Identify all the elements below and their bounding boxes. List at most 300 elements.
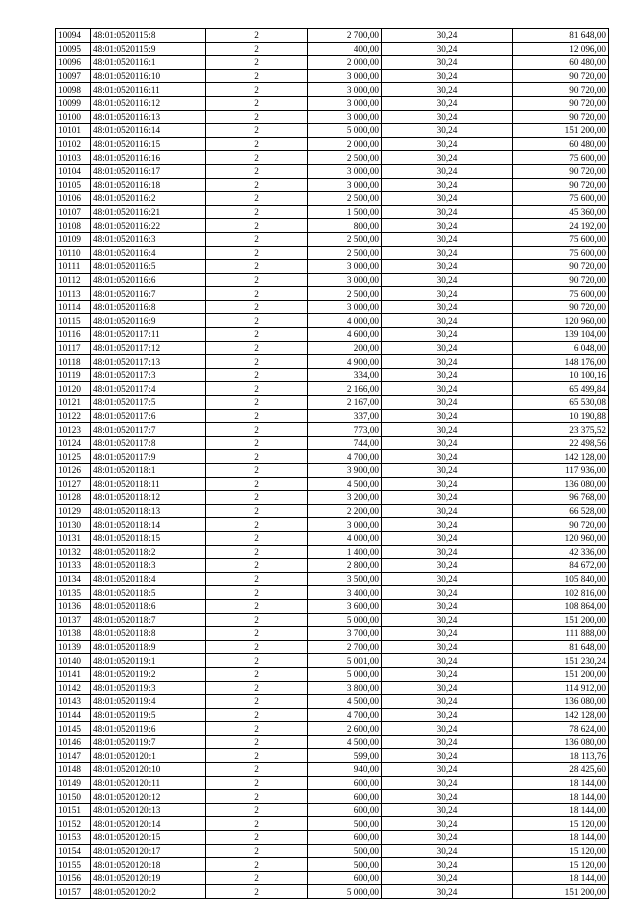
row-number-cell: 10137 bbox=[56, 613, 91, 627]
cadastral-number-cell: 48:01:0520116:2 bbox=[91, 192, 206, 206]
row-number-cell: 10152 bbox=[56, 817, 91, 831]
rate-value-cell: 30,24 bbox=[382, 328, 513, 342]
table-row bbox=[56, 164, 609, 178]
table-row bbox=[56, 42, 609, 56]
area-value-cell: 2 700,00 bbox=[308, 640, 382, 654]
cadastral-number-cell: 48:01:0520118:12 bbox=[91, 491, 206, 505]
table-row bbox=[56, 110, 609, 124]
cadastral-number-cell: 48:01:0520119:3 bbox=[91, 681, 206, 695]
area-value-cell: 3 000,00 bbox=[308, 110, 382, 124]
amount-value-cell: 142 128,00 bbox=[513, 708, 609, 722]
category-code-cell: 2 bbox=[206, 885, 308, 899]
row-number-cell: 10098 bbox=[56, 83, 91, 97]
area-value-cell: 337,00 bbox=[308, 409, 382, 423]
rate-value-cell: 30,24 bbox=[382, 137, 513, 151]
category-code-cell: 2 bbox=[206, 232, 308, 246]
amount-value-cell: 90 720,00 bbox=[513, 300, 609, 314]
amount-value-cell: 84 672,00 bbox=[513, 559, 609, 573]
row-number-cell: 10153 bbox=[56, 831, 91, 845]
amount-value-cell: 114 912,00 bbox=[513, 681, 609, 695]
category-code-cell: 2 bbox=[206, 42, 308, 56]
cadastral-number-cell: 48:01:0520118:3 bbox=[91, 559, 206, 573]
cadastral-number-cell: 48:01:0520116:13 bbox=[91, 110, 206, 124]
rate-value-cell: 30,24 bbox=[382, 763, 513, 777]
table-row bbox=[56, 871, 609, 885]
area-value-cell: 3 200,00 bbox=[308, 491, 382, 505]
area-value-cell: 4 000,00 bbox=[308, 531, 382, 545]
category-code-cell: 2 bbox=[206, 831, 308, 845]
table-row bbox=[56, 450, 609, 464]
category-code-cell: 2 bbox=[206, 192, 308, 206]
row-number-cell: 10103 bbox=[56, 151, 91, 165]
amount-value-cell: 24 192,00 bbox=[513, 219, 609, 233]
table-row bbox=[56, 545, 609, 559]
row-number-cell: 10096 bbox=[56, 56, 91, 70]
rate-value-cell: 30,24 bbox=[382, 314, 513, 328]
table-row bbox=[56, 396, 609, 410]
cadastral-number-cell: 48:01:0520120:10 bbox=[91, 763, 206, 777]
category-code-cell: 2 bbox=[206, 164, 308, 178]
table-row bbox=[56, 300, 609, 314]
rate-value-cell: 30,24 bbox=[382, 817, 513, 831]
table-row bbox=[56, 124, 609, 138]
cadastral-number-cell: 48:01:0520118:11 bbox=[91, 477, 206, 491]
cadastral-number-cell: 48:01:0520116:8 bbox=[91, 300, 206, 314]
amount-value-cell: 42 336,00 bbox=[513, 545, 609, 559]
table-row bbox=[56, 151, 609, 165]
amount-value-cell: 151 200,00 bbox=[513, 124, 609, 138]
amount-value-cell: 60 480,00 bbox=[513, 56, 609, 70]
cadastral-number-cell: 48:01:0520118:6 bbox=[91, 599, 206, 613]
table-row bbox=[56, 29, 609, 43]
cadastral-number-cell: 48:01:0520117:9 bbox=[91, 450, 206, 464]
amount-value-cell: 15 120,00 bbox=[513, 844, 609, 858]
area-value-cell: 2 500,00 bbox=[308, 232, 382, 246]
rate-value-cell: 30,24 bbox=[382, 355, 513, 369]
row-number-cell: 10120 bbox=[56, 382, 91, 396]
table-row bbox=[56, 273, 609, 287]
category-code-cell: 2 bbox=[206, 640, 308, 654]
category-code-cell: 2 bbox=[206, 586, 308, 600]
amount-value-cell: 28 425,60 bbox=[513, 763, 609, 777]
category-code-cell: 2 bbox=[206, 341, 308, 355]
table-row bbox=[56, 572, 609, 586]
cadastral-number-cell: 48:01:0520115:8 bbox=[91, 29, 206, 43]
cadastral-number-cell: 48:01:0520116:9 bbox=[91, 314, 206, 328]
area-value-cell: 5 000,00 bbox=[308, 885, 382, 899]
table-row bbox=[56, 735, 609, 749]
area-value-cell: 3 000,00 bbox=[308, 300, 382, 314]
category-code-cell: 2 bbox=[206, 69, 308, 83]
table-row bbox=[56, 844, 609, 858]
row-number-cell: 10156 bbox=[56, 871, 91, 885]
table-body bbox=[56, 29, 609, 899]
rate-value-cell: 30,24 bbox=[382, 42, 513, 56]
cadastral-number-cell: 48:01:0520118:15 bbox=[91, 531, 206, 545]
category-code-cell: 2 bbox=[206, 409, 308, 423]
area-value-cell: 334,00 bbox=[308, 368, 382, 382]
amount-value-cell: 65 499,84 bbox=[513, 382, 609, 396]
table-row bbox=[56, 559, 609, 573]
rate-value-cell: 30,24 bbox=[382, 722, 513, 736]
rate-value-cell: 30,24 bbox=[382, 885, 513, 899]
amount-value-cell: 151 200,00 bbox=[513, 613, 609, 627]
row-number-cell: 10150 bbox=[56, 790, 91, 804]
rate-value-cell: 30,24 bbox=[382, 464, 513, 478]
category-code-cell: 2 bbox=[206, 776, 308, 790]
rate-value-cell: 30,24 bbox=[382, 613, 513, 627]
row-number-cell: 10148 bbox=[56, 763, 91, 777]
amount-value-cell: 75 600,00 bbox=[513, 246, 609, 260]
table-row bbox=[56, 504, 609, 518]
category-code-cell: 2 bbox=[206, 667, 308, 681]
amount-value-cell: 136 080,00 bbox=[513, 695, 609, 709]
rate-value-cell: 30,24 bbox=[382, 586, 513, 600]
row-number-cell: 10101 bbox=[56, 124, 91, 138]
rate-value-cell: 30,24 bbox=[382, 559, 513, 573]
amount-value-cell: 148 176,00 bbox=[513, 355, 609, 369]
area-value-cell: 3 700,00 bbox=[308, 627, 382, 641]
table-row bbox=[56, 205, 609, 219]
category-code-cell: 2 bbox=[206, 518, 308, 532]
area-value-cell: 600,00 bbox=[308, 776, 382, 790]
amount-value-cell: 105 840,00 bbox=[513, 572, 609, 586]
cadastral-number-cell: 48:01:0520117:13 bbox=[91, 355, 206, 369]
row-number-cell: 10125 bbox=[56, 450, 91, 464]
row-number-cell: 10102 bbox=[56, 137, 91, 151]
category-code-cell: 2 bbox=[206, 137, 308, 151]
category-code-cell: 2 bbox=[206, 423, 308, 437]
rate-value-cell: 30,24 bbox=[382, 504, 513, 518]
row-number-cell: 10149 bbox=[56, 776, 91, 790]
cadastral-table bbox=[55, 28, 609, 899]
area-value-cell: 600,00 bbox=[308, 831, 382, 845]
rate-value-cell: 30,24 bbox=[382, 858, 513, 872]
row-number-cell: 10116 bbox=[56, 328, 91, 342]
cadastral-number-cell: 48:01:0520118:14 bbox=[91, 518, 206, 532]
category-code-cell: 2 bbox=[206, 477, 308, 491]
row-number-cell: 10135 bbox=[56, 586, 91, 600]
rate-value-cell: 30,24 bbox=[382, 232, 513, 246]
area-value-cell: 4 700,00 bbox=[308, 708, 382, 722]
row-number-cell: 10099 bbox=[56, 96, 91, 110]
table-row bbox=[56, 328, 609, 342]
table-row bbox=[56, 667, 609, 681]
table-row bbox=[56, 531, 609, 545]
amount-value-cell: 90 720,00 bbox=[513, 96, 609, 110]
table-row bbox=[56, 640, 609, 654]
area-value-cell: 3 000,00 bbox=[308, 260, 382, 274]
amount-value-cell: 18 113,76 bbox=[513, 749, 609, 763]
amount-value-cell: 120 960,00 bbox=[513, 314, 609, 328]
table-row bbox=[56, 96, 609, 110]
row-number-cell: 10141 bbox=[56, 667, 91, 681]
row-number-cell: 10140 bbox=[56, 654, 91, 668]
area-value-cell: 200,00 bbox=[308, 341, 382, 355]
cadastral-number-cell: 48:01:0520116:7 bbox=[91, 287, 206, 301]
area-value-cell: 2 167,00 bbox=[308, 396, 382, 410]
category-code-cell: 2 bbox=[206, 355, 308, 369]
rate-value-cell: 30,24 bbox=[382, 776, 513, 790]
area-value-cell: 600,00 bbox=[308, 871, 382, 885]
row-number-cell: 10139 bbox=[56, 640, 91, 654]
cadastral-number-cell: 48:01:0520116:1 bbox=[91, 56, 206, 70]
rate-value-cell: 30,24 bbox=[382, 396, 513, 410]
table-row bbox=[56, 355, 609, 369]
area-value-cell: 599,00 bbox=[308, 749, 382, 763]
rate-value-cell: 30,24 bbox=[382, 83, 513, 97]
amount-value-cell: 23 375,52 bbox=[513, 423, 609, 437]
row-number-cell: 10121 bbox=[56, 396, 91, 410]
table-row bbox=[56, 232, 609, 246]
rate-value-cell: 30,24 bbox=[382, 29, 513, 43]
category-code-cell: 2 bbox=[206, 205, 308, 219]
category-code-cell: 2 bbox=[206, 56, 308, 70]
category-code-cell: 2 bbox=[206, 681, 308, 695]
rate-value-cell: 30,24 bbox=[382, 640, 513, 654]
rate-value-cell: 30,24 bbox=[382, 56, 513, 70]
row-number-cell: 10126 bbox=[56, 464, 91, 478]
area-value-cell: 5 000,00 bbox=[308, 124, 382, 138]
category-code-cell: 2 bbox=[206, 314, 308, 328]
category-code-cell: 2 bbox=[206, 627, 308, 641]
row-number-cell: 10134 bbox=[56, 572, 91, 586]
rate-value-cell: 30,24 bbox=[382, 164, 513, 178]
cadastral-number-cell: 48:01:0520118:13 bbox=[91, 504, 206, 518]
table-row bbox=[56, 409, 609, 423]
row-number-cell: 10111 bbox=[56, 260, 91, 274]
amount-value-cell: 81 648,00 bbox=[513, 640, 609, 654]
cadastral-number-cell: 48:01:0520117:12 bbox=[91, 341, 206, 355]
rate-value-cell: 30,24 bbox=[382, 803, 513, 817]
cadastral-number-cell: 48:01:0520120:11 bbox=[91, 776, 206, 790]
rate-value-cell: 30,24 bbox=[382, 627, 513, 641]
rate-value-cell: 30,24 bbox=[382, 273, 513, 287]
table-row bbox=[56, 790, 609, 804]
table-row bbox=[56, 858, 609, 872]
table-row bbox=[56, 477, 609, 491]
table-row bbox=[56, 695, 609, 709]
area-value-cell: 2 000,00 bbox=[308, 137, 382, 151]
amount-value-cell: 60 480,00 bbox=[513, 137, 609, 151]
rate-value-cell: 30,24 bbox=[382, 368, 513, 382]
rate-value-cell: 30,24 bbox=[382, 491, 513, 505]
cadastral-number-cell: 48:01:0520118:2 bbox=[91, 545, 206, 559]
category-code-cell: 2 bbox=[206, 790, 308, 804]
rate-value-cell: 30,24 bbox=[382, 436, 513, 450]
rate-value-cell: 30,24 bbox=[382, 831, 513, 845]
area-value-cell: 2 200,00 bbox=[308, 504, 382, 518]
area-value-cell: 3 000,00 bbox=[308, 83, 382, 97]
cadastral-number-cell: 48:01:0520116:11 bbox=[91, 83, 206, 97]
category-code-cell: 2 bbox=[206, 287, 308, 301]
amount-value-cell: 151 200,00 bbox=[513, 885, 609, 899]
table-row bbox=[56, 246, 609, 260]
cadastral-number-cell: 48:01:0520120:12 bbox=[91, 790, 206, 804]
rate-value-cell: 30,24 bbox=[382, 246, 513, 260]
amount-value-cell: 6 048,00 bbox=[513, 341, 609, 355]
table-row bbox=[56, 83, 609, 97]
area-value-cell: 744,00 bbox=[308, 436, 382, 450]
table-row bbox=[56, 763, 609, 777]
category-code-cell: 2 bbox=[206, 722, 308, 736]
row-number-cell: 10105 bbox=[56, 178, 91, 192]
table-row bbox=[56, 287, 609, 301]
amount-value-cell: 78 624,00 bbox=[513, 722, 609, 736]
row-number-cell: 10119 bbox=[56, 368, 91, 382]
area-value-cell: 4 500,00 bbox=[308, 735, 382, 749]
cadastral-number-cell: 48:01:0520116:14 bbox=[91, 124, 206, 138]
cadastral-number-cell: 48:01:0520116:5 bbox=[91, 260, 206, 274]
row-number-cell: 10110 bbox=[56, 246, 91, 260]
area-value-cell: 5 000,00 bbox=[308, 613, 382, 627]
table-row bbox=[56, 178, 609, 192]
rate-value-cell: 30,24 bbox=[382, 545, 513, 559]
category-code-cell: 2 bbox=[206, 260, 308, 274]
table-row bbox=[56, 423, 609, 437]
category-code-cell: 2 bbox=[206, 735, 308, 749]
row-number-cell: 10123 bbox=[56, 423, 91, 437]
cadastral-number-cell: 48:01:0520120:19 bbox=[91, 871, 206, 885]
cadastral-number-cell: 48:01:0520117:8 bbox=[91, 436, 206, 450]
rate-value-cell: 30,24 bbox=[382, 599, 513, 613]
area-value-cell: 3 000,00 bbox=[308, 96, 382, 110]
cadastral-number-cell: 48:01:0520117:6 bbox=[91, 409, 206, 423]
table-row bbox=[56, 722, 609, 736]
category-code-cell: 2 bbox=[206, 328, 308, 342]
row-number-cell: 10129 bbox=[56, 504, 91, 518]
cadastral-number-cell: 48:01:0520120:2 bbox=[91, 885, 206, 899]
cadastral-number-cell: 48:01:0520119:6 bbox=[91, 722, 206, 736]
row-number-cell: 10154 bbox=[56, 844, 91, 858]
rate-value-cell: 30,24 bbox=[382, 382, 513, 396]
row-number-cell: 10107 bbox=[56, 205, 91, 219]
row-number-cell: 10122 bbox=[56, 409, 91, 423]
category-code-cell: 2 bbox=[206, 531, 308, 545]
cadastral-number-cell: 48:01:0520117:11 bbox=[91, 328, 206, 342]
area-value-cell: 4 000,00 bbox=[308, 314, 382, 328]
category-code-cell: 2 bbox=[206, 96, 308, 110]
row-number-cell: 10130 bbox=[56, 518, 91, 532]
area-value-cell: 2 500,00 bbox=[308, 246, 382, 260]
category-code-cell: 2 bbox=[206, 436, 308, 450]
category-code-cell: 2 bbox=[206, 368, 308, 382]
area-value-cell: 2 500,00 bbox=[308, 287, 382, 301]
rate-value-cell: 30,24 bbox=[382, 790, 513, 804]
area-value-cell: 1 400,00 bbox=[308, 545, 382, 559]
cadastral-number-cell: 48:01:0520120:15 bbox=[91, 831, 206, 845]
amount-value-cell: 75 600,00 bbox=[513, 192, 609, 206]
rate-value-cell: 30,24 bbox=[382, 124, 513, 138]
category-code-cell: 2 bbox=[206, 29, 308, 43]
row-number-cell: 10127 bbox=[56, 477, 91, 491]
area-value-cell: 1 500,00 bbox=[308, 205, 382, 219]
rate-value-cell: 30,24 bbox=[382, 518, 513, 532]
rate-value-cell: 30,24 bbox=[382, 178, 513, 192]
area-value-cell: 2 800,00 bbox=[308, 559, 382, 573]
row-number-cell: 10146 bbox=[56, 735, 91, 749]
table-row bbox=[56, 260, 609, 274]
category-code-cell: 2 bbox=[206, 545, 308, 559]
amount-value-cell: 90 720,00 bbox=[513, 260, 609, 274]
cadastral-number-cell: 48:01:0520119:1 bbox=[91, 654, 206, 668]
area-value-cell: 500,00 bbox=[308, 858, 382, 872]
table-row bbox=[56, 464, 609, 478]
row-number-cell: 10144 bbox=[56, 708, 91, 722]
area-value-cell: 2 166,00 bbox=[308, 382, 382, 396]
rate-value-cell: 30,24 bbox=[382, 844, 513, 858]
area-value-cell: 4 500,00 bbox=[308, 695, 382, 709]
area-value-cell: 2 700,00 bbox=[308, 29, 382, 43]
category-code-cell: 2 bbox=[206, 504, 308, 518]
table-row bbox=[56, 831, 609, 845]
table-row bbox=[56, 817, 609, 831]
cadastral-number-cell: 48:01:0520116:6 bbox=[91, 273, 206, 287]
table-row bbox=[56, 627, 609, 641]
amount-value-cell: 139 104,00 bbox=[513, 328, 609, 342]
category-code-cell: 2 bbox=[206, 559, 308, 573]
cadastral-number-cell: 48:01:0520118:1 bbox=[91, 464, 206, 478]
category-code-cell: 2 bbox=[206, 300, 308, 314]
rate-value-cell: 30,24 bbox=[382, 423, 513, 437]
row-number-cell: 10147 bbox=[56, 749, 91, 763]
rate-value-cell: 30,24 bbox=[382, 708, 513, 722]
cadastral-number-cell: 48:01:0520118:4 bbox=[91, 572, 206, 586]
table-row bbox=[56, 613, 609, 627]
row-number-cell: 10113 bbox=[56, 287, 91, 301]
amount-value-cell: 108 864,00 bbox=[513, 599, 609, 613]
area-value-cell: 800,00 bbox=[308, 219, 382, 233]
cadastral-number-cell: 48:01:0520119:5 bbox=[91, 708, 206, 722]
amount-value-cell: 65 530,08 bbox=[513, 396, 609, 410]
row-number-cell: 10115 bbox=[56, 314, 91, 328]
row-number-cell: 10133 bbox=[56, 559, 91, 573]
category-code-cell: 2 bbox=[206, 178, 308, 192]
table-row bbox=[56, 518, 609, 532]
row-number-cell: 10143 bbox=[56, 695, 91, 709]
rate-value-cell: 30,24 bbox=[382, 287, 513, 301]
rate-value-cell: 30,24 bbox=[382, 110, 513, 124]
amount-value-cell: 18 144,00 bbox=[513, 831, 609, 845]
row-number-cell: 10145 bbox=[56, 722, 91, 736]
cadastral-number-cell: 48:01:0520116:21 bbox=[91, 205, 206, 219]
table-row bbox=[56, 708, 609, 722]
cadastral-number-cell: 48:01:0520118:7 bbox=[91, 613, 206, 627]
category-code-cell: 2 bbox=[206, 803, 308, 817]
row-number-cell: 10157 bbox=[56, 885, 91, 899]
amount-value-cell: 90 720,00 bbox=[513, 164, 609, 178]
area-value-cell: 500,00 bbox=[308, 844, 382, 858]
row-number-cell: 10136 bbox=[56, 599, 91, 613]
amount-value-cell: 90 720,00 bbox=[513, 518, 609, 532]
category-code-cell: 2 bbox=[206, 613, 308, 627]
row-number-cell: 10138 bbox=[56, 627, 91, 641]
row-number-cell: 10155 bbox=[56, 858, 91, 872]
row-number-cell: 10124 bbox=[56, 436, 91, 450]
area-value-cell: 3 000,00 bbox=[308, 164, 382, 178]
rate-value-cell: 30,24 bbox=[382, 69, 513, 83]
amount-value-cell: 102 816,00 bbox=[513, 586, 609, 600]
table-row bbox=[56, 314, 609, 328]
row-number-cell: 10097 bbox=[56, 69, 91, 83]
table-row bbox=[56, 776, 609, 790]
row-number-cell: 10128 bbox=[56, 491, 91, 505]
table-row bbox=[56, 586, 609, 600]
row-number-cell: 10106 bbox=[56, 192, 91, 206]
rate-value-cell: 30,24 bbox=[382, 219, 513, 233]
cadastral-number-cell: 48:01:0520119:2 bbox=[91, 667, 206, 681]
rate-value-cell: 30,24 bbox=[382, 572, 513, 586]
